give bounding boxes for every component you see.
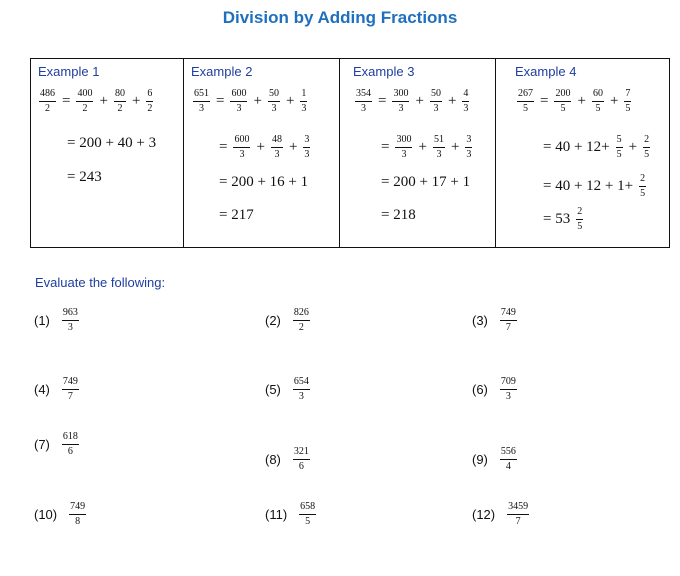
equation-text: = 200 + 16 + 1: [219, 174, 309, 190]
denominator: 5: [644, 149, 650, 160]
numerator: 50: [430, 88, 441, 99]
equation-text: +: [415, 93, 424, 109]
equation-line: [63, 135, 160, 152]
fraction: [462, 89, 469, 114]
problem-item: [34, 432, 81, 457]
fraction: [62, 308, 79, 333]
fraction: [300, 89, 307, 114]
fraction: [624, 89, 631, 114]
equation-text: +: [447, 93, 457, 109]
equation-text: +: [418, 139, 427, 155]
fraction: [230, 89, 247, 114]
numerator: 6: [147, 88, 153, 99]
denominator: 5: [560, 103, 566, 114]
equation-text: = 200 + 17 + 1: [381, 174, 471, 190]
fraction-bar: [299, 514, 316, 515]
fraction-bar: [462, 101, 469, 102]
denominator: 2: [117, 103, 123, 114]
denominator: 3: [67, 322, 73, 333]
problem-number: (5): [265, 382, 281, 397]
numerator: 658: [300, 501, 316, 512]
denominator: 5: [305, 516, 311, 527]
problem-item: [34, 308, 81, 333]
problem-number: (8): [265, 452, 281, 467]
equation-text: =: [381, 139, 390, 155]
numerator: 2: [640, 173, 646, 184]
numerator: 3: [304, 134, 310, 145]
problem-number: (12): [472, 507, 496, 522]
fraction-bar: [69, 514, 86, 515]
denominator: 5: [595, 103, 601, 114]
numerator: 826: [293, 307, 309, 318]
fraction: [576, 207, 583, 232]
numerator: 400: [77, 88, 93, 99]
numerator: 963: [62, 307, 78, 318]
fraction-bar: [517, 101, 534, 102]
fraction-bar: [114, 101, 126, 102]
equation-text: = 53: [543, 211, 571, 227]
problem-item: [472, 377, 519, 402]
denominator: 3: [466, 149, 472, 160]
equation-text: +: [131, 93, 141, 109]
fraction-bar: [62, 389, 79, 390]
denominator: 3: [301, 103, 307, 114]
problem-number: (10): [34, 507, 58, 522]
fraction: [430, 89, 442, 114]
fraction-bar: [271, 147, 283, 148]
equation-text: =: [216, 93, 225, 109]
example-column: [495, 59, 651, 247]
fraction: [639, 174, 646, 199]
denominator: 3: [361, 103, 366, 114]
problem-item: [265, 502, 318, 527]
page-title: Division by Adding Fractions: [222, 8, 458, 27]
equation-line: [539, 174, 648, 199]
equation-text: +: [99, 93, 108, 109]
example-label: Example 2: [191, 64, 253, 79]
equation-text: +: [285, 93, 295, 109]
fraction: [303, 135, 310, 160]
fraction: [433, 135, 445, 160]
fraction-bar: [500, 389, 517, 390]
denominator: 2: [82, 103, 88, 114]
numerator: 709: [500, 376, 516, 387]
numerator: 600: [231, 88, 247, 99]
fraction: [233, 135, 250, 160]
fraction-bar: [293, 459, 310, 460]
equation-text: = 218: [381, 207, 416, 223]
numerator: 600: [234, 134, 250, 145]
equation-text: = 40 + 12+: [543, 139, 610, 155]
numerator: 651: [194, 88, 209, 99]
numerator: 80: [114, 88, 125, 99]
fraction: [643, 135, 650, 160]
fraction: [465, 135, 472, 160]
fraction: [500, 447, 517, 472]
equation-line: [215, 174, 312, 191]
numerator: 48: [271, 134, 282, 145]
equation-text: = 217: [219, 207, 254, 223]
fraction-bar: [268, 101, 280, 102]
numerator: 321: [293, 446, 309, 457]
fraction-bar: [392, 101, 409, 102]
equation-text: = 243: [67, 169, 102, 185]
denominator: 3: [433, 103, 439, 114]
denominator: 3: [274, 149, 280, 160]
denominator: 5: [577, 221, 583, 232]
equation-line: [37, 89, 155, 114]
numerator: 2: [644, 134, 650, 145]
numerator: 60: [592, 88, 603, 99]
fraction: [114, 89, 126, 114]
denominator: 5: [523, 103, 528, 114]
denominator: 3: [505, 391, 511, 402]
numerator: 654: [293, 376, 309, 387]
numerator: 3459: [508, 501, 529, 512]
fraction: [500, 308, 517, 333]
fraction-bar: [39, 101, 56, 102]
equation-line: [515, 89, 633, 114]
problem-number: (1): [34, 313, 50, 328]
equation-text: +: [577, 93, 586, 109]
problem-item: [265, 308, 312, 333]
fraction-bar: [293, 320, 310, 321]
numerator: 267: [518, 88, 533, 99]
denominator: 3: [398, 103, 404, 114]
numerator: 354: [356, 88, 371, 99]
equation-text: = 200 + 40 + 3: [67, 135, 157, 151]
denominator: 3: [298, 391, 304, 402]
numerator: 2: [577, 206, 583, 217]
equation-line: [215, 135, 312, 160]
example-label: Example 1: [38, 64, 100, 79]
numerator: 51: [433, 134, 444, 145]
denominator: 5: [625, 103, 631, 114]
fraction-bar: [554, 101, 571, 102]
fraction-bar: [395, 147, 412, 148]
fraction: [507, 502, 529, 527]
equation-text: +: [628, 139, 638, 155]
problem-item: [472, 502, 531, 527]
numerator: 200: [555, 88, 571, 99]
denominator: 5: [616, 149, 622, 160]
fraction: [592, 89, 604, 114]
denominator: 6: [298, 461, 304, 472]
fraction-bar: [293, 389, 310, 390]
fraction-bar: [430, 101, 442, 102]
fraction-bar: [507, 514, 529, 515]
equation-line: [215, 207, 258, 224]
problem-number: (6): [472, 382, 488, 397]
example-label: Example 3: [353, 64, 415, 79]
fraction: [293, 377, 310, 402]
denominator: 7: [67, 391, 73, 402]
problem-item: [265, 447, 312, 472]
equation-text: =: [219, 139, 228, 155]
fraction: [299, 502, 316, 527]
equation-line: [539, 135, 652, 160]
problem-number: (3): [472, 313, 488, 328]
denominator: 3: [401, 149, 407, 160]
denominator: 7: [515, 516, 521, 527]
instruction-text: Evaluate the following:: [35, 275, 166, 290]
equation-line: [353, 89, 471, 114]
fraction: [293, 447, 310, 472]
fraction-bar: [76, 101, 93, 102]
example-column: [339, 59, 495, 247]
numerator: 486: [40, 88, 55, 99]
fraction-bar: [233, 147, 250, 148]
denominator: 2: [298, 322, 304, 333]
equation-text: =: [378, 93, 387, 109]
problem-item: [34, 502, 88, 527]
numerator: 749: [70, 501, 86, 512]
numerator: 300: [396, 134, 412, 145]
fraction-bar: [303, 147, 310, 148]
fraction: [268, 89, 280, 114]
denominator: 3: [304, 149, 310, 160]
fraction: [271, 135, 283, 160]
equation-text: +: [256, 139, 265, 155]
problem-number: (9): [472, 452, 488, 467]
example-column: [183, 59, 339, 247]
fraction-bar: [230, 101, 247, 102]
problem-number: (7): [34, 437, 50, 452]
denominator: 6: [67, 446, 73, 457]
numerator: 3: [466, 134, 472, 145]
problem-item: [34, 377, 81, 402]
fraction-bar: [624, 101, 631, 102]
fraction-bar: [465, 147, 472, 148]
fraction: [616, 135, 623, 160]
equation-text: +: [609, 93, 619, 109]
fraction-bar: [62, 444, 79, 445]
equation-line: [63, 169, 106, 186]
fraction-bar: [300, 101, 307, 102]
denominator: 7: [505, 322, 511, 333]
equation-line: [191, 89, 309, 114]
denominator: 3: [199, 103, 204, 114]
numerator: 4: [463, 88, 469, 99]
fraction: [62, 377, 79, 402]
fraction-bar: [576, 219, 583, 220]
fraction: [62, 432, 79, 457]
numerator: 749: [500, 307, 516, 318]
fraction-bar: [639, 186, 646, 187]
numerator: 300: [393, 88, 409, 99]
fraction-bar: [500, 320, 517, 321]
equation-text: +: [253, 93, 262, 109]
numerator: 5: [616, 134, 622, 145]
fraction-bar: [433, 147, 445, 148]
denominator: 5: [640, 188, 646, 199]
problem-number: (2): [265, 313, 281, 328]
denominator: 3: [436, 149, 442, 160]
fraction: [517, 89, 534, 114]
fraction-bar: [500, 459, 517, 460]
fraction-bar: [146, 101, 153, 102]
equation-line: [539, 207, 585, 232]
numerator: 749: [62, 376, 78, 387]
fraction-bar: [616, 147, 623, 148]
fraction: [500, 377, 517, 402]
fraction: [39, 89, 56, 114]
equation-line: [377, 135, 474, 160]
fraction: [392, 89, 409, 114]
fraction: [193, 89, 210, 114]
denominator: 3: [271, 103, 277, 114]
fraction: [554, 89, 571, 114]
denominator: 2: [45, 103, 50, 114]
fraction: [69, 502, 86, 527]
denominator: 3: [236, 103, 242, 114]
numerator: 7: [625, 88, 631, 99]
example-label: Example 4: [515, 64, 577, 79]
example-column: [31, 59, 187, 247]
fraction: [293, 308, 310, 333]
equation-text: = 40 + 12 + 1+: [543, 178, 634, 194]
problem-item: [472, 447, 519, 472]
denominator: 8: [75, 516, 81, 527]
denominator: 4: [505, 461, 511, 472]
numerator: 50: [268, 88, 279, 99]
equation-line: [377, 174, 474, 191]
problem-number: (4): [34, 382, 50, 397]
equation-text: =: [540, 93, 549, 109]
fraction-bar: [62, 320, 79, 321]
fraction: [76, 89, 93, 114]
problem-item: [265, 377, 312, 402]
problem-number: (11): [265, 507, 288, 522]
numerator: 1: [301, 88, 307, 99]
equation-text: =: [62, 93, 71, 109]
equation-line: [377, 207, 420, 224]
fraction-bar: [193, 101, 210, 102]
fraction: [355, 89, 372, 114]
fraction: [395, 135, 412, 160]
fraction-bar: [643, 147, 650, 148]
fraction-bar: [355, 101, 372, 102]
problem-item: [472, 308, 519, 333]
equation-text: +: [288, 139, 298, 155]
fraction: [146, 89, 153, 114]
fraction-bar: [592, 101, 604, 102]
equation-text: +: [450, 139, 460, 155]
examples-table: [30, 58, 670, 248]
denominator: 3: [463, 103, 469, 114]
numerator: 556: [500, 446, 516, 457]
denominator: 2: [147, 103, 153, 114]
numerator: 618: [62, 431, 78, 442]
denominator: 3: [239, 149, 245, 160]
